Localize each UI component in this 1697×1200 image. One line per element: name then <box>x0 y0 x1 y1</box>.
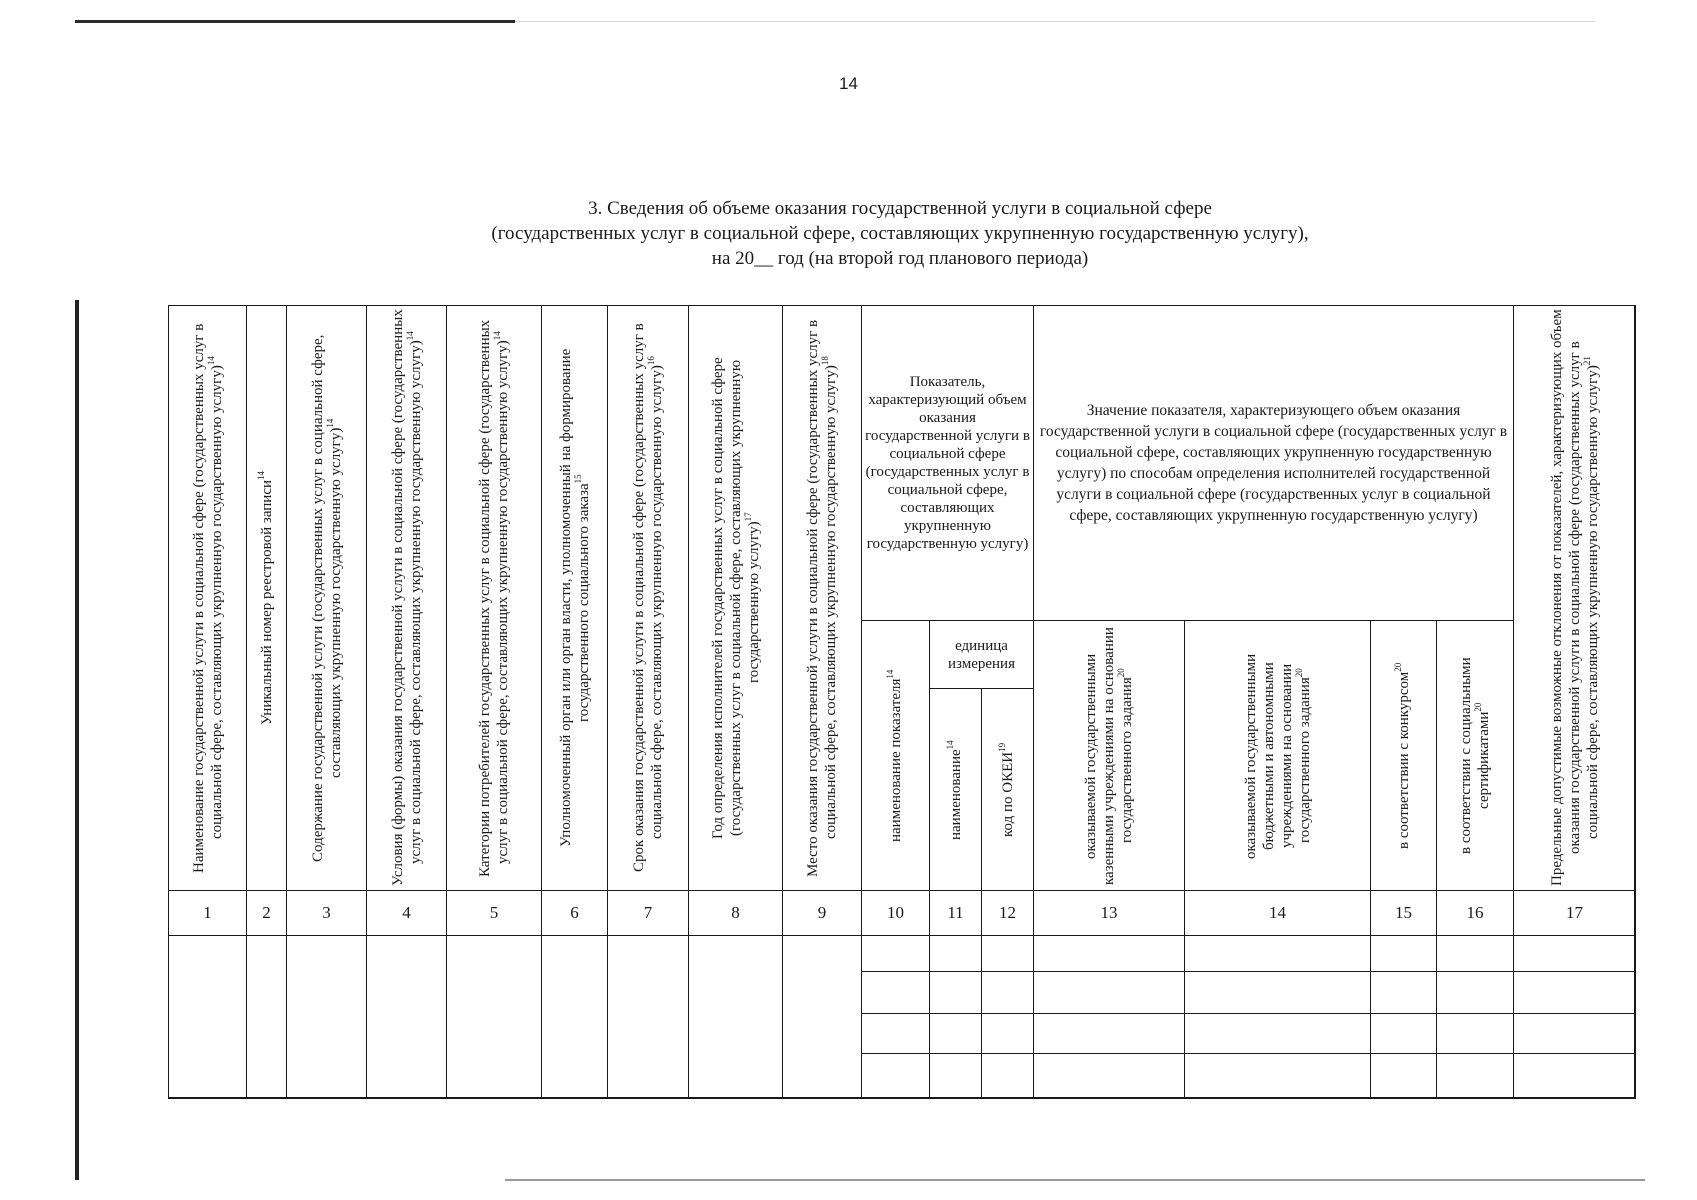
table-row <box>861 971 1635 1013</box>
table-cell <box>1436 935 1437 1098</box>
header-text-4: Условия (формы) оказания государственной услуги в социальной сфере (государственных услуг в социальной сфере, составляющих укрупненную государственную услугу) <box>389 309 424 887</box>
header-sup-14: 20 <box>1293 668 1304 678</box>
header-cell-13 <box>1033 620 1184 890</box>
header-cell-3 <box>286 305 366 890</box>
header-text-17: Предельные допустимые возможные отклонения от показателей, характеризующих объем оказания государственной услуги в социальной сфере (государственных услуг в социальной сфере, составляющих укрупненную государственную услугу) <box>1548 309 1601 887</box>
header-sup-9: 18 <box>820 356 830 366</box>
header-text-8: Год определения исполнителей государственных услуг в социальной сфере (государственных услуг в социальной сфере, составляющих укрупненную государственную услугу) <box>709 357 762 839</box>
column-number-3: 3 <box>286 890 366 935</box>
header-text-1: Наименование государственной услуги в социальной сфере (государственных услуг в социальной сфере, составляющих укрупненную государственную услугу) <box>190 323 225 873</box>
scan-top-rule <box>75 20 515 23</box>
header-sup-12: 19 <box>996 742 1007 752</box>
column-number-14: 14 <box>1184 890 1370 935</box>
header-text-2: Уникальный номер реестровой записи <box>258 479 275 726</box>
header-sup-13: 20 <box>1116 668 1126 678</box>
header-text-5: Категории потребителей государственных услуг в социальной сфере (государственных услуг в социальной сфере, составляющих укрупненную государственную услугу) <box>477 319 511 877</box>
header-text-12: код по ОКЕИ <box>999 751 1016 837</box>
header-sup-2: 14 <box>255 470 266 480</box>
header-text-6: Уполномоченный орган или орган власти, уполномоченный на формирование государственного социального заказа <box>557 348 592 848</box>
header-sup-1: 14 <box>205 356 216 366</box>
header-text-7: Срок оказания государственной услуги в социальной сфере (государственных услуг в социальной сфере, составляющих укрупненную государственную услугу) <box>631 323 665 873</box>
table-cell <box>981 935 982 1098</box>
scan-left-edge <box>75 300 79 1180</box>
header-cell-1 <box>168 305 246 890</box>
header-cell-15 <box>1370 620 1436 890</box>
header-sup-3: 14 <box>324 418 335 428</box>
page-number: 14 <box>839 74 858 93</box>
header-indicator-group-text: Показатель, характеризующий объем оказания государственной услуги в социальной сфере (государственных услуг в социальной сфере, составляющих укрупненную государственную услугу) <box>865 374 1030 552</box>
table-row <box>861 1013 1635 1053</box>
scan-bottom-rule <box>505 1179 1645 1181</box>
table-cell <box>246 935 286 1098</box>
column-number-9: 9 <box>782 890 861 935</box>
table-cell <box>1370 935 1371 1098</box>
header-sup-10: 14 <box>884 669 895 679</box>
header-text-14: оказываемой государственными бюджетными и автономными учреждениями на основании государственного задания <box>1242 652 1313 859</box>
header-cell-14 <box>1184 620 1370 890</box>
header-sup-7: 16 <box>646 356 656 366</box>
header-cell-12 <box>981 688 1033 890</box>
table-row <box>861 935 1635 971</box>
header-cell-9 <box>782 305 861 890</box>
column-number-2: 2 <box>246 890 286 935</box>
column-number-5: 5 <box>446 890 541 935</box>
header-cell-7 <box>607 305 688 890</box>
table-cell <box>366 935 446 1098</box>
header-unit-group-text: единица измерения <box>947 637 1015 672</box>
table-cell <box>1033 935 1034 1098</box>
header-text-10: наименование показателя <box>887 678 904 842</box>
column-number-15: 15 <box>1370 890 1436 935</box>
section-title <box>0 196 1697 271</box>
table-cell <box>1513 935 1514 1098</box>
header-value-group <box>1033 305 1513 620</box>
header-cell-16 <box>1436 620 1513 890</box>
header-text-13: оказываемой государственными казенными учреждениями на основании государственного задания <box>1083 626 1135 885</box>
header-cell-4 <box>366 305 446 890</box>
table-row <box>861 1053 1635 1098</box>
column-number-4: 4 <box>366 890 446 935</box>
column-number-13: 13 <box>1033 890 1184 935</box>
table-border-bottom <box>168 1097 1635 1099</box>
header-cell-11 <box>929 688 981 890</box>
section-title-line-2: (государственных услуг в социальной сфере, составляющих укрупненную государственную услугу), <box>491 223 1309 244</box>
column-number-17: 17 <box>1513 890 1635 935</box>
header-cell-5 <box>446 305 541 890</box>
header-cell-8 <box>688 305 782 890</box>
header-cell-2 <box>246 305 286 890</box>
section-title-line-3: на 20__ год (на второй год планового периода) <box>711 248 1089 269</box>
table-cell <box>782 935 861 1098</box>
table-cell <box>446 935 541 1098</box>
header-sup-16: 20 <box>1473 702 1483 712</box>
header-sup-17: 21 <box>1581 356 1592 366</box>
table-cell <box>286 935 366 1098</box>
header-sup-8: 17 <box>742 512 753 522</box>
header-sup-11: 14 <box>944 739 955 749</box>
table-cell <box>688 935 782 1098</box>
column-number-16: 16 <box>1436 890 1513 935</box>
header-value-group-text: Значение показателя, характеризующего объем оказания государственной услуги в социальной сфере (государственных услуг в социальной сфере, составляющих укрупненную государственную услугу) по способам определения исполнителей государственной услуги в социальной сфере (государственных услуг в социальной сфере, составляющих укрупненную государственную услугу) <box>1039 402 1508 524</box>
table-cell <box>1184 935 1185 1098</box>
table-cell <box>168 935 246 1098</box>
column-number-12: 12 <box>981 890 1033 935</box>
header-text-3: Содержание государственной услуги (государственных услуг в социальной сфере, составляющих укрупненную государственную услугу) <box>309 334 344 862</box>
header-text-11: наименование <box>947 748 964 840</box>
header-cell-10 <box>861 620 929 890</box>
column-number-7: 7 <box>607 890 688 935</box>
column-number-11: 11 <box>929 890 981 935</box>
header-sup-6: 15 <box>572 474 583 484</box>
table-cell <box>929 935 930 1098</box>
header-indicator-group <box>861 305 1033 620</box>
header-unit-group <box>929 620 1033 688</box>
header-sup-15: 20 <box>1392 662 1403 672</box>
table-cell <box>607 935 688 1098</box>
header-cell-6 <box>541 305 607 890</box>
header-cell-17 <box>1513 305 1635 890</box>
column-number-8: 8 <box>688 890 782 935</box>
column-number-6: 6 <box>541 890 607 935</box>
header-text-16: в соответствии с социальными сертификатами <box>1458 657 1492 854</box>
table-border-right <box>1634 305 1636 1099</box>
section-title-line-1: 3. Сведения об объеме оказания государственной услуги в социальной сфере <box>588 198 1212 219</box>
column-number-10: 10 <box>861 890 929 935</box>
header-text-9: Место оказания государственной услуги в социальной сфере (государственных услуг в социальной сфере, составляющих укрупненную государственную услугу) <box>805 319 839 877</box>
header-text-15: в соответствии с конкурсом <box>1395 671 1412 849</box>
scan-top-rule-faint <box>515 21 1595 22</box>
column-number-1: 1 <box>168 890 246 935</box>
table-cell <box>541 935 607 1098</box>
header-sup-5: 14 <box>492 331 502 341</box>
header-sup-4: 14 <box>404 331 415 341</box>
